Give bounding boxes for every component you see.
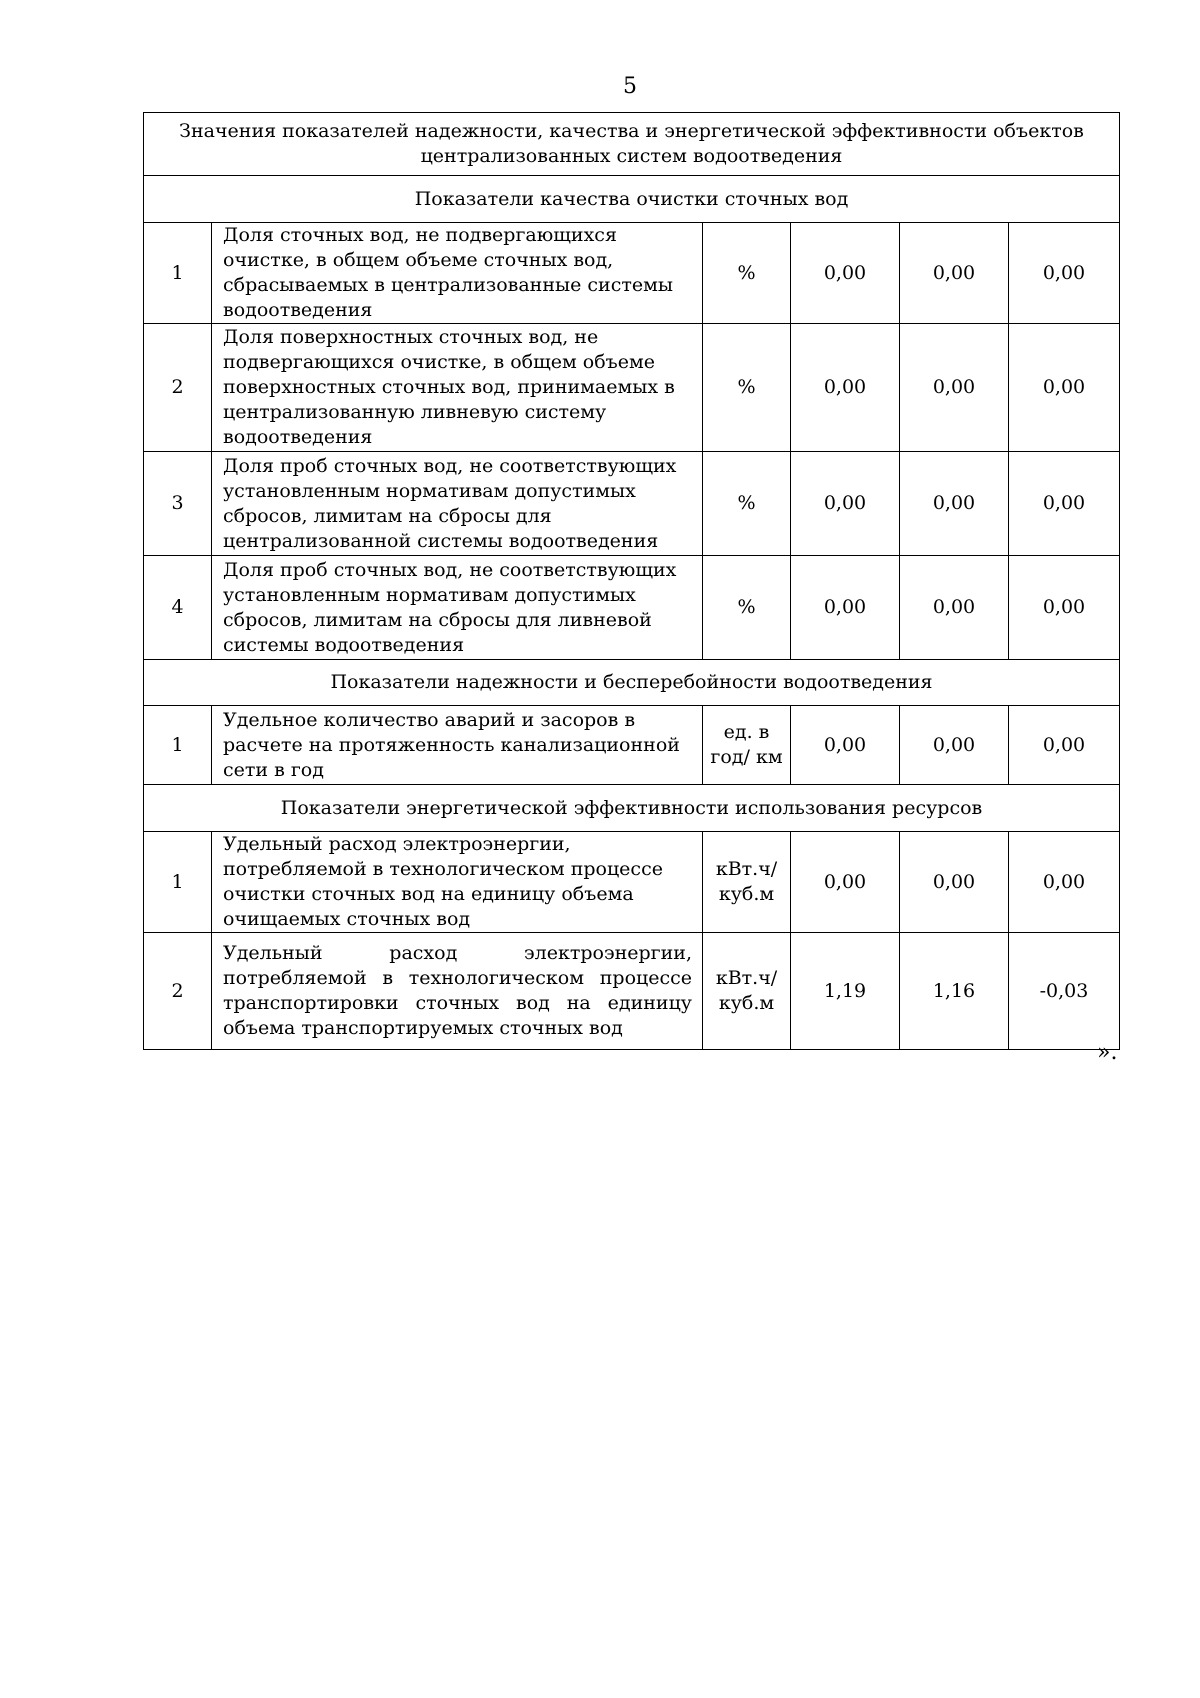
value-3: 0,00 [1009,706,1120,785]
value-3: 0,00 [1009,556,1120,660]
unit: % [703,324,791,452]
value-1: 0,00 [791,324,900,452]
unit: % [703,452,791,556]
indicator-name: Доля проб сточных вод, не соответствующих установленным нормативам допустимых сбросов, лимитам на сбросы для централизованной системы водоотведения [212,452,703,556]
section-heading-row [144,660,1120,706]
value-2: 1,16 [900,933,1009,1050]
value-1: 0,00 [791,706,900,785]
table-title: Значения показателей надежности, качества и энергетической эффективности объектов централизованных систем водоотведения [144,113,1120,176]
value-2: 0,00 [900,832,1009,933]
unit: кВт.ч/ куб.м [703,832,791,933]
row-number: 3 [144,452,212,556]
unit: кВт.ч/ куб.м [703,933,791,1050]
table-row [144,452,1120,556]
table-row [144,324,1120,452]
value-2: 0,00 [900,324,1009,452]
page-number: 5 [623,74,637,99]
table-row [144,933,1120,1050]
section-heading: Показатели энергетической эффективности использования ресурсов [144,785,1120,832]
section-heading-row [144,176,1120,223]
section-heading: Показатели надежности и бесперебойности водоотведения [144,660,1120,706]
table-row [144,556,1120,660]
table-row [144,706,1120,785]
unit: % [703,223,791,324]
value-2: 0,00 [900,706,1009,785]
closing-quote: ». [1097,1040,1118,1065]
indicators-table [143,112,1120,1050]
section-heading: Показатели качества очистки сточных вод [144,176,1120,223]
row-number: 1 [144,223,212,324]
value-2: 0,00 [900,452,1009,556]
indicator-name: Удельный расход электроэнергии, потребляемой в технологическом процессе очистки сточных вод на единицу объема очищаемых сточных вод [212,832,703,933]
value-2: 0,00 [900,556,1009,660]
value-1: 1,19 [791,933,900,1050]
value-1: 0,00 [791,223,900,324]
table-title-row [144,113,1120,176]
value-3: 0,00 [1009,452,1120,556]
value-3: 0,00 [1009,223,1120,324]
value-1: 0,00 [791,452,900,556]
indicator-name: Доля поверхностных сточных вод, не подвергающихся очистке, в общем объеме поверхностных сточных вод, принимаемых в централизованную ливневую систему водоотведения [212,324,703,452]
value-2: 0,00 [900,223,1009,324]
unit: ед. в год/ км [703,706,791,785]
value-3: 0,00 [1009,832,1120,933]
value-3: -0,03 [1009,933,1120,1050]
row-number: 2 [144,324,212,452]
value-1: 0,00 [791,832,900,933]
indicator-name: Удельный расход электроэнергии, потребляемой в технологическом процессе транспортировки сточных вод на единицу объема транспортируемых сточных вод [212,933,703,1050]
value-3: 0,00 [1009,324,1120,452]
row-number: 1 [144,832,212,933]
row-number: 1 [144,706,212,785]
table-row [144,832,1120,933]
indicator-name: Доля проб сточных вод, не соответствующих установленным нормативам допустимых сбросов, лимитам на сбросы для ливневой системы водоотведения [212,556,703,660]
section-heading-row [144,785,1120,832]
unit: % [703,556,791,660]
indicator-name: Удельное количество аварий и засоров в расчете на протяженность канализационной сети в год [212,706,703,785]
row-number: 4 [144,556,212,660]
table-row [144,223,1120,324]
indicator-name: Доля сточных вод, не подвергающихся очистке, в общем объеме сточных вод, сбрасываемых в централизованные системы водоотведения [212,223,703,324]
row-number: 2 [144,933,212,1050]
value-1: 0,00 [791,556,900,660]
